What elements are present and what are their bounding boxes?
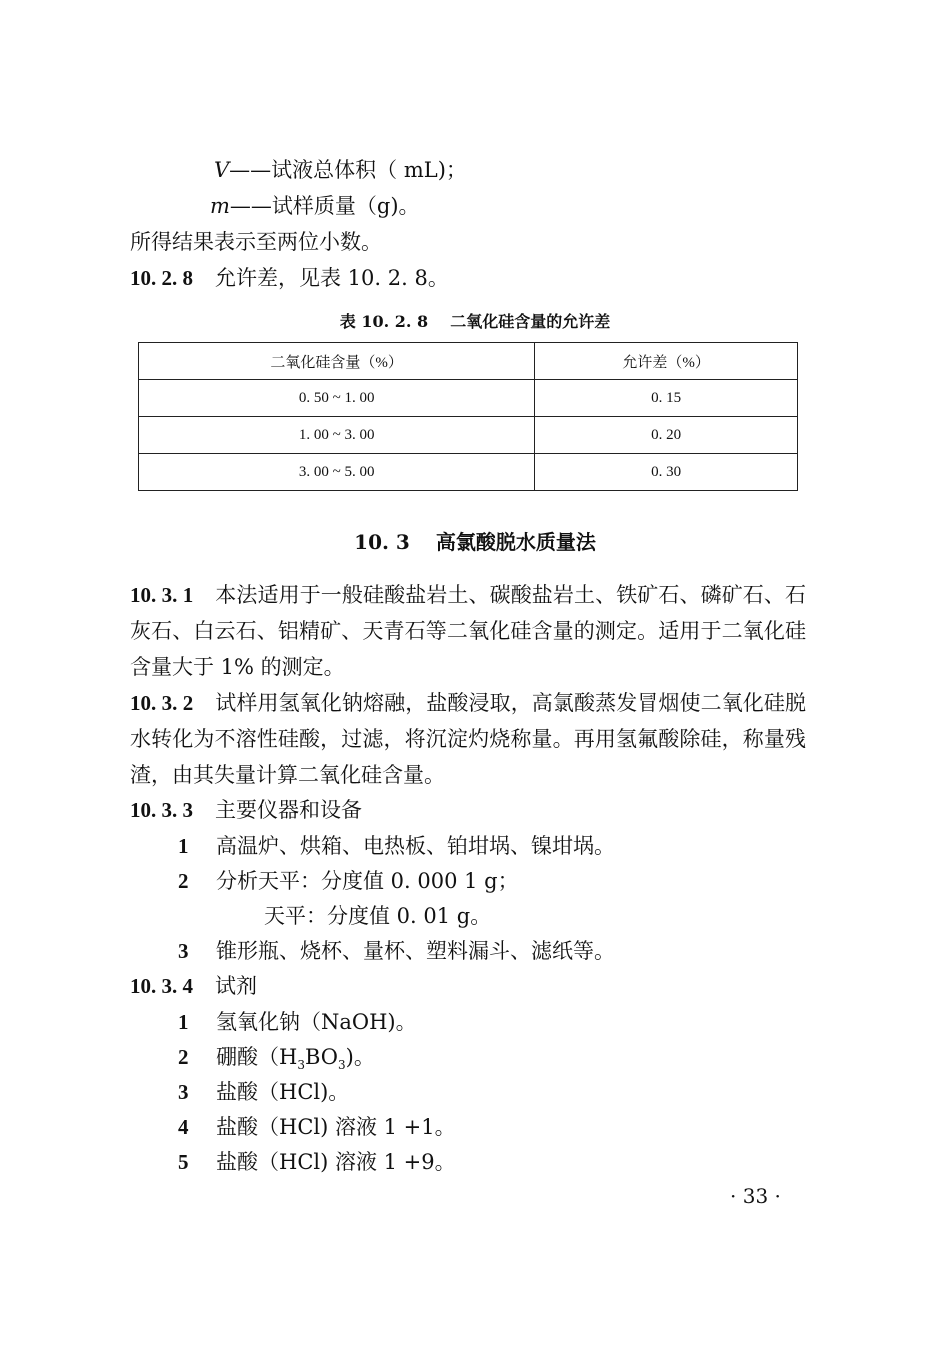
list-item	[178, 1043, 375, 1079]
list-item-text: 高温炉、烘箱、电热板、铂坩埚、镍坩埚。	[216, 834, 615, 858]
list-item-number: 3	[178, 1080, 189, 1104]
list-item	[178, 832, 615, 860]
list-item-text-post: )。	[345, 1045, 375, 1069]
clause-10-3-1	[130, 577, 806, 685]
list-item-text-mid: BO	[304, 1045, 339, 1069]
list-item-number: 2	[178, 869, 189, 893]
clause-number: 10. 2. 8	[130, 266, 193, 290]
list-item-number: 2	[178, 1045, 189, 1069]
list-item	[178, 867, 519, 895]
symbol-m: m	[210, 194, 230, 218]
table-header-cell: 二氧化硅含量（%）	[139, 343, 535, 380]
clause-10-3-2	[130, 685, 806, 793]
table-cell: 3. 00 ~ 5. 00	[139, 454, 535, 491]
list-item-text-pre: 硼酸（H	[216, 1045, 298, 1069]
section-heading	[0, 528, 950, 556]
list-item-text: 氢氧化钠（NaOH)。	[216, 1010, 417, 1034]
result-note: 所得结果表示至两位小数。	[130, 230, 382, 254]
list-item-number: 5	[178, 1150, 189, 1174]
list-item-number: 1	[178, 834, 189, 858]
list-item-number: 3	[178, 939, 189, 963]
table-caption	[0, 311, 950, 333]
table-caption-title: 二氧化硅含量的允许差	[450, 312, 611, 331]
list-item-continuation	[264, 902, 491, 930]
table-row	[139, 454, 798, 491]
list-item-text: 盐酸（HCl) 溶液 1 +9。	[216, 1150, 456, 1174]
clause-10-2-8	[130, 264, 449, 292]
allowance-table	[138, 342, 798, 491]
list-item	[178, 1148, 456, 1176]
definition-v	[214, 156, 467, 184]
definition-m-text: ——试样质量（g)。	[229, 194, 420, 218]
clause-title: 主要仪器和设备	[215, 798, 362, 822]
definition-m	[210, 192, 420, 220]
clause-number: 10. 3. 3	[130, 798, 193, 822]
clause-text: 本法适用于一般硅酸盐岩土、碳酸盐岩土、铁矿石、磷矿石、石灰石、白云石、铝精矿、天青石等二氧化硅含量的测定。适用于二氧化硅含量大于 1% 的测定。	[130, 583, 807, 679]
table-cell: 0. 15	[535, 380, 798, 417]
table-cell: 0. 20	[535, 417, 798, 454]
list-item-number: 4	[178, 1115, 189, 1139]
definition-v-text: ——试液总体积（ mL)；	[229, 158, 467, 182]
clause-number: 10. 3. 4	[130, 974, 193, 998]
table-cell: 0. 30	[535, 454, 798, 491]
section-number: 10. 3	[354, 530, 410, 554]
table-header-cell: 允许差（%）	[535, 343, 798, 380]
clause-10-3-4	[130, 972, 257, 1000]
table-row	[139, 417, 798, 454]
table-cell: 1. 00 ~ 3. 00	[139, 417, 535, 454]
table-row	[139, 380, 798, 417]
symbol-v: V	[214, 158, 230, 182]
clause-text: 允许差，见表 10. 2. 8。	[215, 266, 449, 290]
list-item-text: 天平：分度值 0. 01 g。	[264, 904, 492, 928]
section-title: 高氯酸脱水质量法	[435, 530, 596, 554]
page-number: · 33 ·	[730, 1184, 781, 1208]
table-caption-number: 表 10. 2. 8	[339, 312, 429, 331]
clause-title: 试剂	[215, 974, 257, 998]
list-item	[178, 937, 615, 965]
list-item	[178, 1113, 456, 1141]
clause-number: 10. 3. 1	[130, 583, 194, 607]
subscript: 3	[297, 1058, 305, 1073]
list-item-text: 盐酸（HCl) 溶液 1 +1。	[216, 1115, 456, 1139]
list-item-text: 锥形瓶、烧杯、量杯、塑料漏斗、滤纸等。	[216, 939, 615, 963]
table-header-row	[139, 343, 798, 380]
list-item	[178, 1008, 417, 1036]
table-cell: 0. 50 ~ 1. 00	[139, 380, 535, 417]
list-item-number: 1	[178, 1010, 189, 1034]
subscript: 3	[338, 1058, 346, 1073]
clause-number: 10. 3. 2	[130, 691, 194, 715]
clause-10-3-3	[130, 796, 362, 824]
list-item-text: 分析天平：分度值 0. 000 1 g；	[216, 869, 519, 893]
list-item-text: 盐酸（HCl)。	[216, 1080, 350, 1104]
clause-text: 试样用氢氧化钠熔融，盐酸浸取，高氯酸蒸发冒烟使二氧化硅脱水转化为不溶性硅酸，过滤，将沉淀灼烧称量。再用氢氟酸除硅，称量残渣，由其失量计算二氧化硅含量。	[130, 691, 807, 787]
list-item	[178, 1078, 349, 1106]
